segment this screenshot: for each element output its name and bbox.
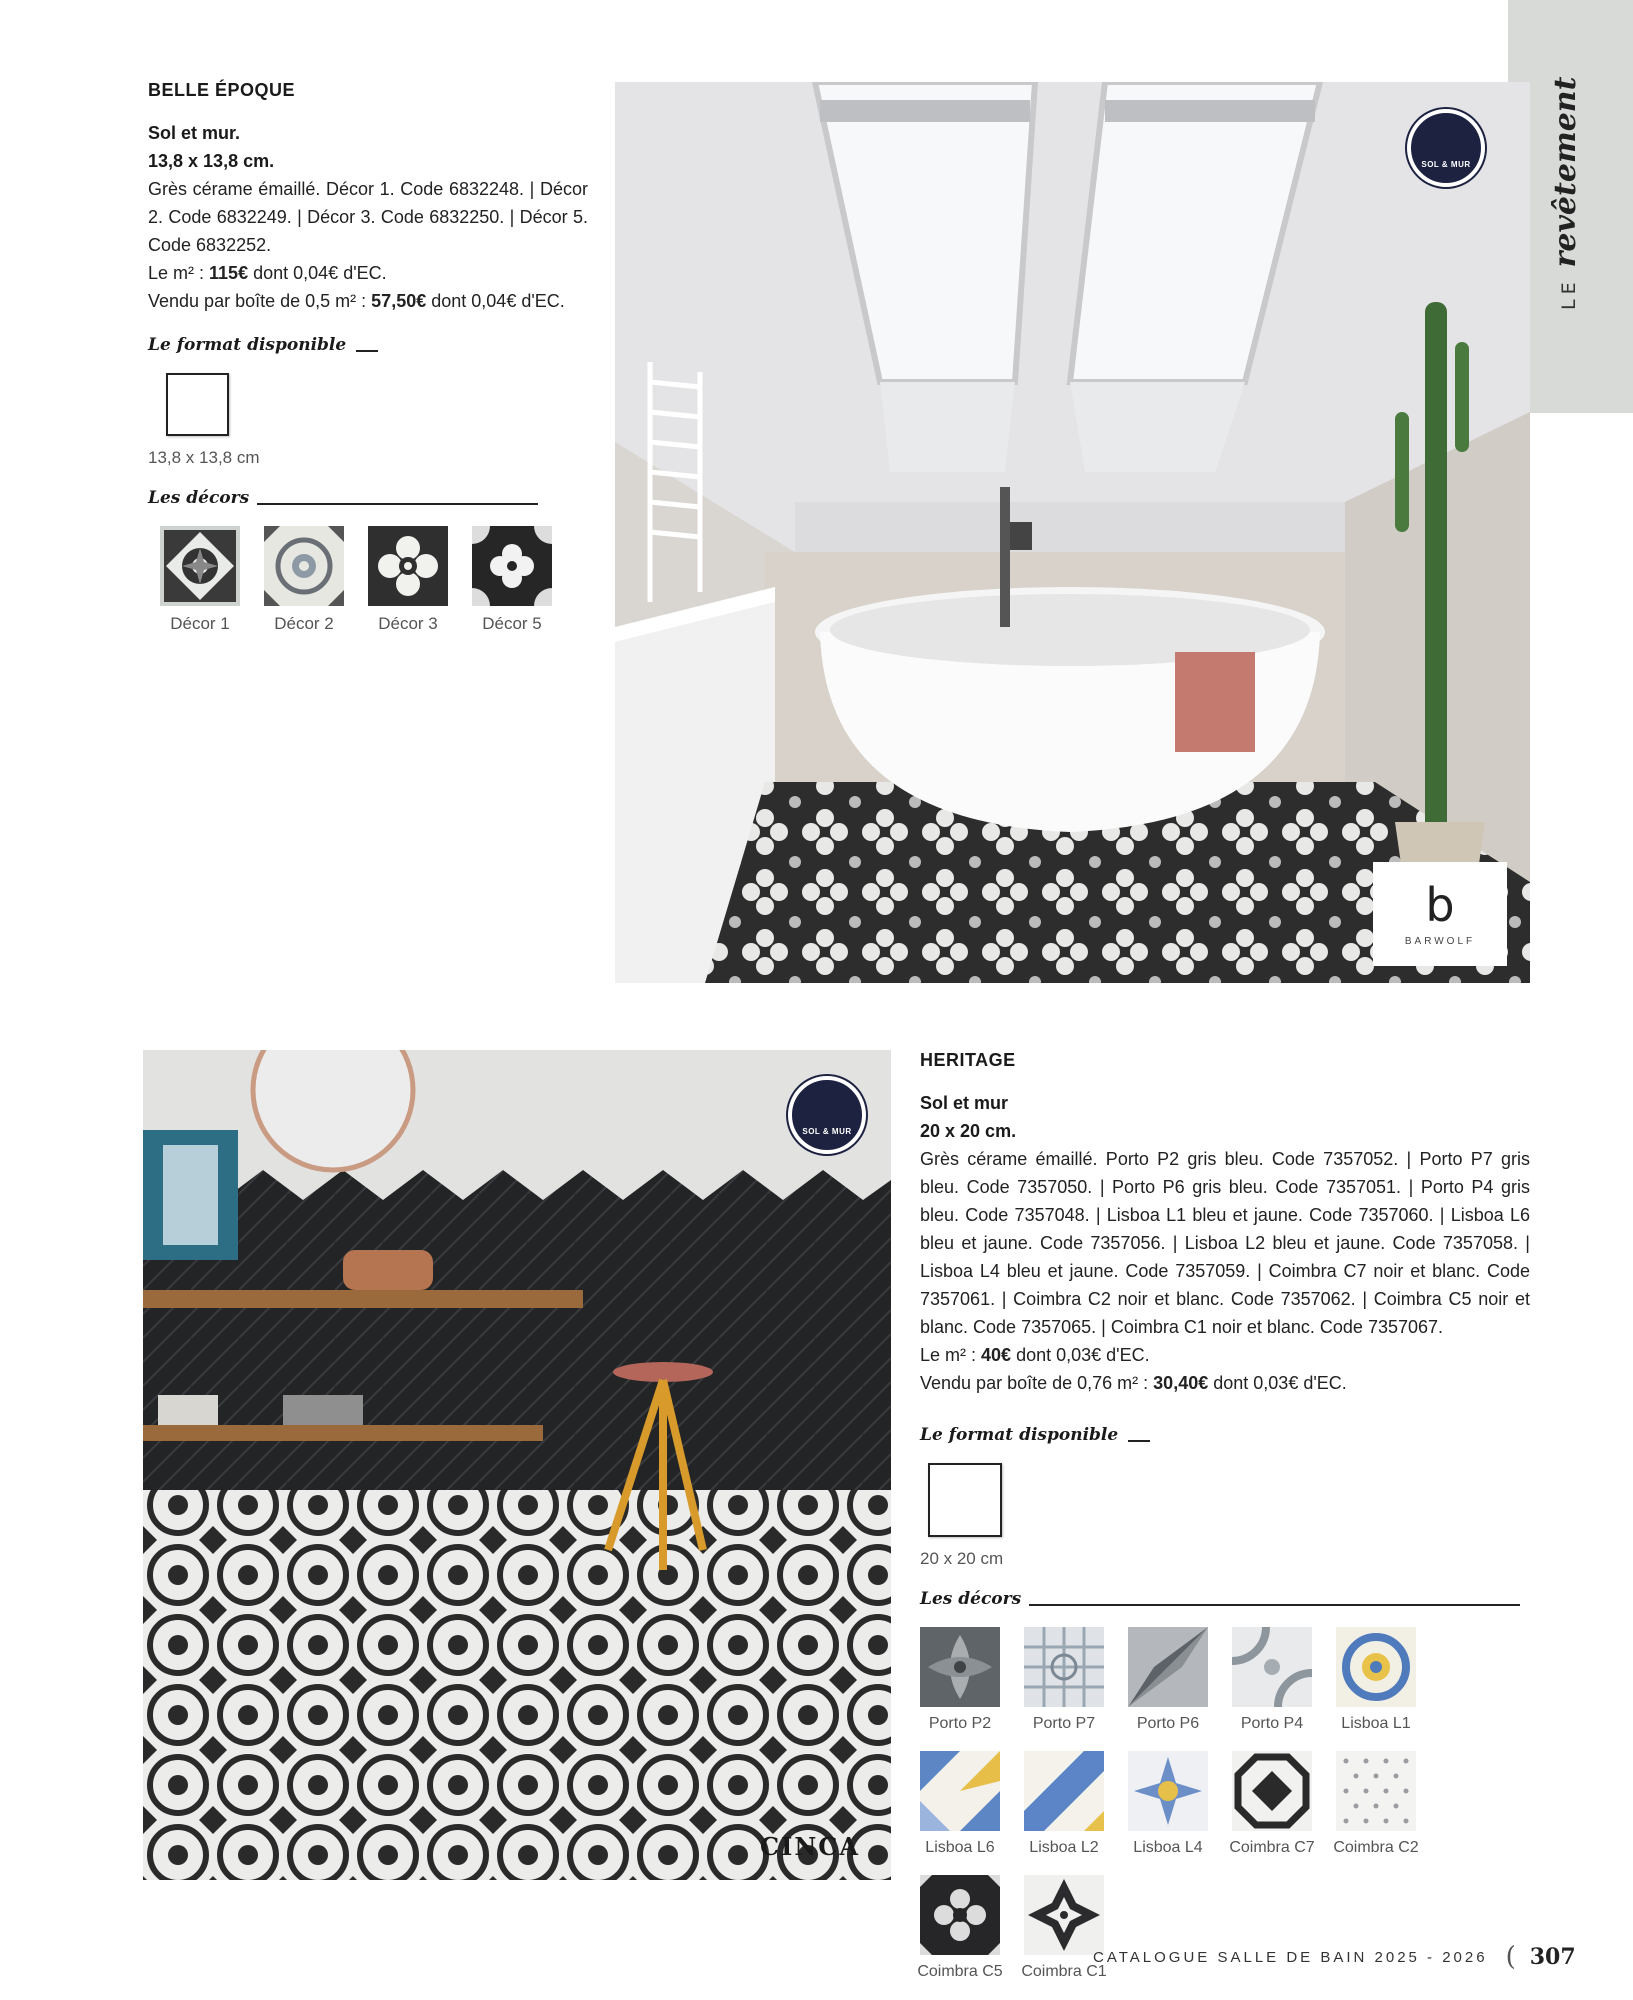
decor-item[interactable] bbox=[148, 526, 252, 634]
cinca-logo: CINCA bbox=[760, 1832, 860, 1861]
bathroom-photo-heritage bbox=[143, 1050, 891, 1880]
decor-label: Coimbra C1 bbox=[1021, 1963, 1107, 1980]
decor-label: Décor 2 bbox=[274, 614, 334, 633]
decors-heading bbox=[920, 1589, 1520, 1609]
product-usage: Sol et mur bbox=[920, 1093, 1009, 1113]
heading-rule bbox=[257, 503, 538, 505]
tile-blue-yellow-star-icon bbox=[1128, 1751, 1208, 1831]
tile-black-flower-icon bbox=[920, 1875, 1000, 1955]
page-number: 307 bbox=[1529, 1944, 1576, 1970]
decor-item[interactable] bbox=[1220, 1627, 1324, 1733]
heritage-bathroom-scene bbox=[143, 1050, 891, 1880]
barwolf-logo bbox=[1373, 862, 1507, 966]
box-price bbox=[920, 1369, 1530, 1397]
decor-item[interactable] bbox=[1324, 1627, 1428, 1733]
bathroom-photo-attic bbox=[615, 82, 1530, 983]
decor-label: Porto P2 bbox=[928, 1715, 992, 1732]
decors-heading-text: Les décors bbox=[148, 488, 250, 508]
format-heading bbox=[920, 1425, 1530, 1445]
tile-black-octagon-icon bbox=[1232, 1751, 1312, 1831]
catalogue-title: CATALOGUE SALLE DE BAIN 2025 - 2026 bbox=[1093, 1948, 1488, 1966]
decor-label: Coimbra C2 bbox=[1333, 1839, 1419, 1856]
format-heading bbox=[148, 335, 588, 355]
price-label: Le m² : bbox=[920, 1345, 977, 1365]
decors-heading-text: Les décors bbox=[920, 1589, 1022, 1609]
tile-grey-arcs-icon bbox=[1232, 1627, 1312, 1707]
price-tail: dont 0,03€ d'EC. bbox=[1016, 1345, 1150, 1365]
badge-text: SOL & MUR bbox=[1421, 160, 1471, 169]
decor-label: Porto P7 bbox=[1032, 1715, 1096, 1732]
product-description: Grès cérame émaillé. Porto P2 gris bleu. Code 7357052. | Porto P7 gris bleu. Code 7357050. | Porto P6 gris bleu. Code 7357051. | Porto P4 gris bleu. Code 7357048. | Lisboa L1 bleu et jaune. Code 7357060. | Lisboa L6 bleu et jaune. Code 7357056. | Lisboa L2 bleu et jaune. Code 7357058. | Lisboa L4 bleu et jaune. Code 7357059. | Coimbra C7 noir et blanc. Code 7357061. | Coimbra C2 noir et blanc. Code 7357062. | Coimbra C5 noir et blanc. Code 7357065. | Coimbra C1 noir et blanc. Code 7357067. bbox=[920, 1149, 1530, 1337]
side-tab-word: revêtement bbox=[1548, 76, 1583, 268]
decor-label: Porto P4 bbox=[1240, 1715, 1304, 1732]
box-tail: dont 0,03€ d'EC. bbox=[1213, 1373, 1347, 1393]
price-tail: dont 0,04€ d'EC. bbox=[253, 263, 387, 283]
decor-item[interactable] bbox=[1220, 1751, 1324, 1857]
decor-item[interactable] bbox=[460, 526, 564, 634]
decor-label: Coimbra C7 bbox=[1229, 1839, 1315, 1856]
decor-item[interactable] bbox=[908, 1627, 1012, 1733]
decor-item[interactable] bbox=[1116, 1751, 1220, 1857]
decor-label: Décor 3 bbox=[378, 614, 438, 633]
format-swatch bbox=[928, 1463, 1002, 1537]
badge-text: SOL & MUR bbox=[802, 1127, 852, 1136]
price-per-m2 bbox=[148, 259, 588, 287]
tile-blue-yellow-circle-icon bbox=[1336, 1627, 1416, 1707]
box-price bbox=[148, 287, 588, 315]
price-value: 115€ bbox=[209, 263, 249, 283]
decor-label: Lisboa L1 bbox=[1341, 1715, 1411, 1732]
price-label: Le m² : bbox=[148, 263, 205, 283]
product-belle-epoque bbox=[148, 80, 588, 652]
product-title: HERITAGE bbox=[920, 1050, 1016, 1070]
product-description: Grès cérame émaillé. Décor 1. Code 6832248. | Décor 2. Code 6832249. | Décor 3. Code 6832250. | Décor 5. Code 6832252. bbox=[148, 179, 588, 255]
decor-item[interactable] bbox=[1012, 1751, 1116, 1857]
attic-bathroom-scene bbox=[615, 82, 1530, 983]
box-tail: dont 0,04€ d'EC. bbox=[431, 291, 565, 311]
tile-medallion-pattern-icon bbox=[264, 526, 344, 606]
decor-label: Décor 1 bbox=[170, 614, 230, 633]
format-caption: 20 x 20 cm bbox=[920, 1549, 1004, 1568]
decor-label: Porto P6 bbox=[1136, 1715, 1200, 1732]
decor-item[interactable] bbox=[908, 1751, 1012, 1857]
heading-rule bbox=[1029, 1604, 1520, 1606]
tile-black-ornament-icon bbox=[1024, 1875, 1104, 1955]
decors-heading bbox=[148, 488, 538, 508]
price-per-m2 bbox=[920, 1341, 1530, 1369]
tile-grey-lattice-icon bbox=[1024, 1627, 1104, 1707]
box-label: Vendu par boîte de 0,5 m² : bbox=[148, 291, 367, 311]
heading-rule bbox=[1128, 1440, 1150, 1442]
decor-item[interactable] bbox=[1116, 1627, 1220, 1733]
decor-item[interactable] bbox=[356, 526, 460, 634]
format-heading-text: Le format disponible bbox=[920, 1425, 1119, 1445]
footer-paren: ( bbox=[1505, 1942, 1516, 1972]
price-value: 40€ bbox=[981, 1345, 1012, 1365]
tile-star-pattern-icon bbox=[160, 526, 240, 606]
tile-dotted-grid-icon bbox=[1336, 1751, 1416, 1831]
product-size: 20 x 20 cm. bbox=[920, 1121, 1017, 1141]
product-heritage bbox=[917, 1050, 1530, 1999]
decor-item[interactable] bbox=[908, 1875, 1012, 1981]
tile-grey-damask-icon bbox=[920, 1627, 1000, 1707]
side-tab-label bbox=[1548, 77, 1583, 310]
decor-label: Lisboa L2 bbox=[1029, 1839, 1099, 1856]
brand-mark: b bbox=[1425, 877, 1455, 932]
decor-label: Décor 5 bbox=[482, 614, 542, 633]
tile-grey-diamond-icon bbox=[1128, 1627, 1208, 1707]
product-usage: Sol et mur. bbox=[148, 123, 241, 143]
box-price-value: 30,40€ bbox=[1153, 1373, 1209, 1393]
decor-item[interactable] bbox=[1012, 1627, 1116, 1733]
box-label: Vendu par boîte de 0,76 m² : bbox=[920, 1373, 1149, 1393]
format-heading-text: Le format disponible bbox=[148, 335, 347, 355]
side-tab-prefix: LE bbox=[1558, 277, 1580, 310]
box-price-value: 57,50€ bbox=[371, 291, 427, 311]
tile-blue-triangles-icon bbox=[920, 1751, 1000, 1831]
brand-name: BARWOLF bbox=[1404, 935, 1476, 947]
sol-mur-badge bbox=[1407, 109, 1485, 187]
tile-flower-pattern-icon bbox=[368, 526, 448, 606]
page-footer bbox=[1093, 1942, 1576, 1972]
decor-label: Coimbra C5 bbox=[917, 1963, 1003, 1980]
tile-blue-diagonal-icon bbox=[1024, 1751, 1104, 1831]
format-caption: 13,8 x 13,8 cm bbox=[148, 448, 260, 467]
product-size: 13,8 x 13,8 cm. bbox=[148, 151, 275, 171]
decor-item[interactable] bbox=[1324, 1751, 1428, 1857]
decor-label: Lisboa L6 bbox=[925, 1839, 995, 1856]
decor-label: Lisboa L4 bbox=[1133, 1839, 1203, 1856]
tile-clover-pattern-icon bbox=[472, 526, 552, 606]
sol-mur-badge bbox=[788, 1076, 866, 1154]
heading-rule bbox=[356, 350, 378, 352]
decor-item[interactable] bbox=[252, 526, 356, 634]
format-swatch bbox=[166, 373, 229, 436]
decor-list bbox=[148, 526, 588, 652]
product-title: BELLE ÉPOQUE bbox=[148, 80, 296, 100]
